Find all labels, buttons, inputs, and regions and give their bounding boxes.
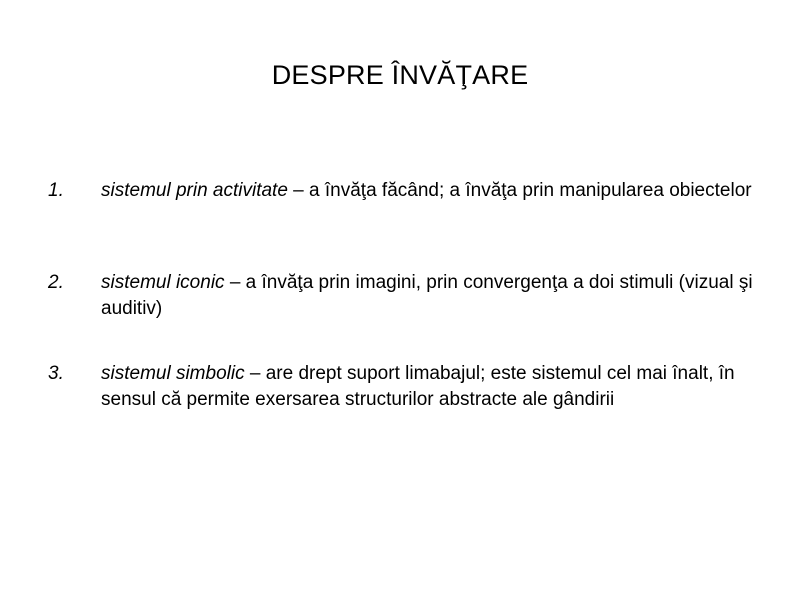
list-item-number: 3. xyxy=(48,363,64,384)
list-item-description: – are drept suport limabajul; este sistemul cel mai înalt, în sensul că permite exersarea structurilor abstracte ale gândirii xyxy=(101,363,735,410)
list-item-text xyxy=(101,361,761,413)
list-item-term: sistemul simbolic xyxy=(101,363,245,384)
list-item-term: sistemul prin activitate xyxy=(101,180,288,201)
list-item-text xyxy=(101,178,761,204)
list-item-term: sistemul iconic xyxy=(101,272,225,293)
list-item-description: – a învăţa făcând; a învăţa prin manipularea obiectelor xyxy=(287,180,752,201)
list-item-description: – a învăţa prin imagini, prin convergenţa a doi stimuli (vizual şi auditiv) xyxy=(101,272,753,319)
list-item-text xyxy=(101,270,761,322)
list-item-number: 1. xyxy=(48,180,64,201)
slide-title: DESPRE ÎNVĂŢARE xyxy=(271,60,529,90)
list-item-number: 2. xyxy=(48,272,64,293)
